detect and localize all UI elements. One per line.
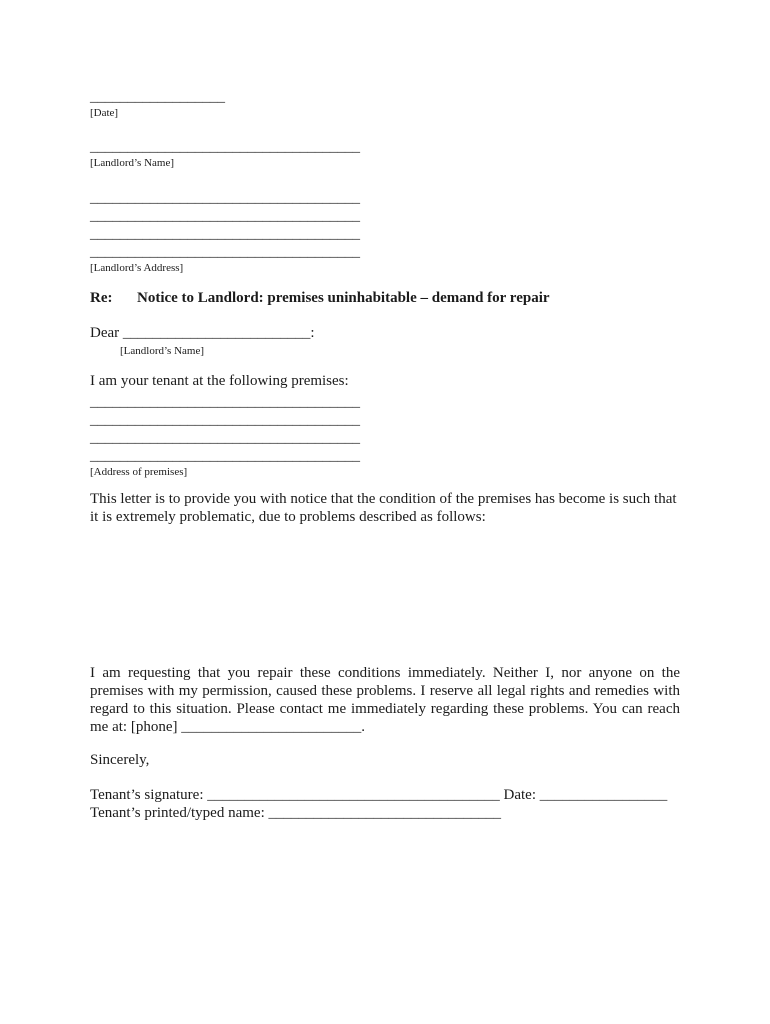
salutation-name-hint: [Landlord’s Name] [120,345,204,357]
address-blank-line: ____________________________________ [90,190,360,206]
subject-line [90,289,680,307]
dear-text: Dear [90,325,120,341]
address-blank-line: ____________________________________ [90,226,360,242]
premises-address-blanks [90,393,680,465]
premises-blank-line: ____________________________________ [90,412,360,428]
subject-title: Notice to Landlord: premises uninhabitable – demand for repair [137,290,550,306]
re-label: Re: [90,290,113,306]
premises-intro-text: I am your tenant at the following premises: [90,373,349,389]
sincerely-text: Sincerely, [90,752,150,768]
notice-paragraph: This letter is to provide you with notice that the condition of the premises has become is such that it is extremely problematic, due to problems described as follows: [90,491,677,525]
phone-blank-line: ________________________ [181,719,362,735]
landlord-address-blanks [90,189,680,261]
signature-blank-line: _______________________________________ [207,787,500,803]
landlord-name-blank-line: ____________________________________ [90,139,360,155]
printed-name-blank-line: _______________________________ [268,805,501,821]
premises-blank-line: ____________________________________ [90,394,360,410]
signature-block [90,786,680,822]
date-blank-line: __________________ [90,89,225,105]
printed-name-row [90,804,680,822]
premises-blank-line: ____________________________________ [90,430,360,446]
premises-address-label: [Address of premises] [90,466,188,478]
address-blank-line: ____________________________________ [90,244,360,260]
signature-row [90,786,680,804]
request-paragraph [90,664,680,736]
salutation-line [90,324,680,342]
salutation-colon: : [310,325,315,341]
landlord-address-label: [Landlord’s Address] [90,262,184,274]
date-label: [Date] [90,107,119,119]
printed-name-label: Tenant’s printed/typed name: [90,805,265,821]
address-blank-line: ____________________________________ [90,208,360,224]
premises-blank-line: ____________________________________ [90,448,360,464]
phone-period: . [361,719,365,735]
salutation-name-blank: _________________________ [122,325,311,341]
date-field-label: Date: [503,787,536,803]
signature-label: Tenant’s signature: [90,787,204,803]
landlord-name-label: [Landlord’s Name] [90,157,174,169]
date-field-blank-line: _________________ [539,787,668,803]
request-paragraph-text: I am requesting that you repair these conditions immediately. Neither I, nor anyone on the premises with my permission, caused these problems. I reserve all legal rights and remedies with regard to this situation. Please contact me immediately regarding these problems. You can reach me at: [phone] [90,665,680,735]
